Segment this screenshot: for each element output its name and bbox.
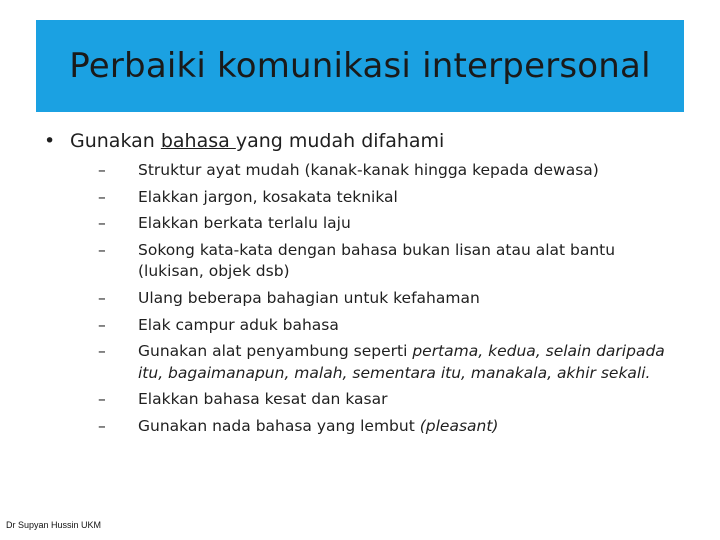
dash-marker: – (98, 315, 106, 334)
list-item-text: Elakkan berkata terlalu laju (138, 214, 351, 233)
list-item-text: Struktur ayat mudah (kanak-kanak hingga kepada dewasa) (138, 161, 599, 179)
list-item-text: Elakkan jargon, kosakata teknikal (138, 187, 398, 206)
sub-bullet-list (98, 160, 684, 437)
list-item-text-before: Gunakan nada bahasa yang lembut (138, 417, 420, 436)
list-item (98, 213, 684, 234)
dash-marker: – (98, 417, 106, 436)
list-item (98, 389, 684, 410)
slide-content (44, 128, 684, 443)
list-item-italic: (pleasant) (419, 417, 499, 436)
list-item-italic: pertama, kedua, selain daripada itu, bagaimanapun, malah, sementara itu, manakala, akhir sekali. (138, 342, 665, 382)
main-bullet-text (70, 128, 444, 154)
list-item-text (138, 416, 684, 437)
list-item (98, 288, 684, 309)
list-item (98, 416, 684, 437)
list-item-text: Sokong kata-kata dengan bahasa bukan lisan atau alat bantu (lukisan, objek dsb) (138, 241, 616, 281)
list-item-text-before: Gunakan alat penyambung seperti (138, 342, 413, 361)
dash-marker: – (98, 241, 106, 260)
list-item-text (138, 341, 684, 384)
main-bullet-text-after: yang mudah difahami (235, 130, 445, 152)
dash-marker: – (98, 342, 106, 361)
list-item (98, 187, 684, 208)
dash-marker: – (98, 289, 106, 308)
slide-title: Perbaiki komunikasi interpersonal (69, 46, 651, 86)
list-item (98, 160, 684, 181)
list-item-text: Elak campur aduk bahasa (138, 315, 339, 334)
dash-marker: – (98, 187, 106, 206)
dash-marker: – (98, 161, 106, 179)
main-bullet-text-before: Gunakan (70, 130, 161, 152)
list-item-text: Ulang beberapa bahagian untuk kefahaman (138, 289, 480, 308)
main-bullet-underlined: bahasa (160, 130, 236, 152)
dash-marker: – (98, 214, 106, 233)
footer-credit: Dr Supyan Hussin UKM (6, 520, 102, 530)
list-item (98, 240, 684, 283)
list-item-text: Elakkan bahasa kesat dan kasar (138, 390, 388, 409)
list-item (98, 315, 684, 336)
dash-marker: – (98, 390, 106, 409)
list-item (98, 341, 684, 384)
title-bar (36, 20, 684, 112)
main-bullet (44, 128, 684, 154)
bullet-marker: • (44, 130, 56, 152)
